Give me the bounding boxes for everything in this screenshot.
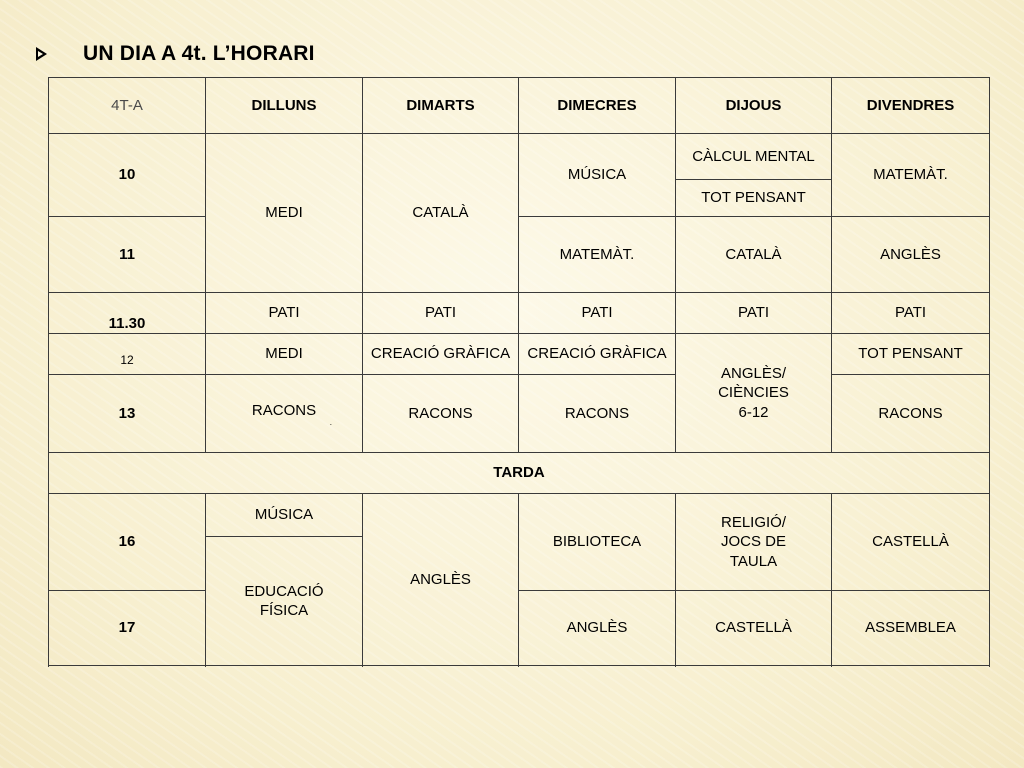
- title-row: [36, 38, 315, 70]
- time-10: 10: [49, 134, 206, 217]
- time-11: 11: [49, 217, 206, 293]
- time-16: 16: [49, 494, 206, 591]
- cell-tue-angles: ANGLÈS: [363, 494, 519, 666]
- cell-mon-educacio-fisica: [206, 537, 363, 666]
- table-row: [49, 293, 990, 334]
- cell-fri-castella: CASTELLÀ: [832, 494, 990, 591]
- cell-mon-musica: MÚSICA: [206, 494, 363, 537]
- day-header-tuesday: DIMARTS: [363, 78, 519, 134]
- cell-tue-creacio: CREACIÓ GRÀFICA: [363, 334, 519, 375]
- cell-tue-racons: RACONS: [363, 375, 519, 453]
- cell-fri-racons: RACONS: [832, 375, 990, 453]
- cell-thu-calcul: CÀLCUL MENTAL: [676, 134, 832, 180]
- table-row: [49, 591, 990, 666]
- cell-mon-medi: MEDI: [206, 134, 363, 293]
- cell-thu-religio: [676, 494, 832, 591]
- cell-pati: PATI: [832, 293, 990, 334]
- table-row: [49, 217, 990, 293]
- day-header-thursday: DIJOUS: [676, 78, 832, 134]
- day-header-friday: DIVENDRES: [832, 78, 990, 134]
- cell-fri-tot-pensant: TOT PENSANT: [832, 334, 990, 375]
- class-label: 4T-A: [49, 78, 206, 134]
- cell-wed-musica: MÚSICA: [519, 134, 676, 217]
- cell-thu-catala: CATALÀ: [676, 217, 832, 293]
- cell-fri-matemat: MATEMÀT.: [832, 134, 990, 217]
- cell-line: JOCS DE: [720, 533, 786, 551]
- cell-wed-racons: RACONS: [519, 375, 676, 453]
- time-1130: 11.30: [49, 293, 206, 334]
- cell-line: TAULA: [729, 552, 778, 570]
- table-row: [49, 134, 990, 180]
- header-row: [49, 78, 990, 134]
- page-title: UN DIA A 4t. L’HORARI: [83, 42, 315, 65]
- cell-thu-tot-pensant: TOT PENSANT: [676, 180, 832, 217]
- time-17: 17: [49, 591, 206, 666]
- cell-line: EDUCACIÓ: [244, 582, 324, 600]
- cell-pati: PATI: [519, 293, 676, 334]
- cell-thu-castella: CASTELLÀ: [676, 591, 832, 666]
- cell-wed-biblioteca: BIBLIOTECA: [519, 494, 676, 591]
- time-12: 12: [49, 334, 206, 375]
- day-header-wednesday: DIMECRES: [519, 78, 676, 134]
- arrow-bullet-icon: [36, 47, 47, 61]
- cell-line: ANGLÈS/: [720, 364, 787, 382]
- cell-line: RELIGIÓ/: [720, 513, 787, 531]
- table-row: [49, 334, 990, 375]
- tarda-row: [49, 453, 990, 494]
- cell-pati: PATI: [676, 293, 832, 334]
- cell-pati: PATI: [363, 293, 519, 334]
- cell-line: CIÈNCIES: [718, 384, 789, 402]
- cell-wed-matemat: MATEMÀT.: [519, 217, 676, 293]
- table-row: [49, 375, 990, 453]
- stray-dot: .: [329, 418, 332, 428]
- cell-thu-angles-ciencies: [676, 334, 832, 453]
- cell-mon-medi-12: MEDI: [206, 334, 363, 375]
- afternoon-separator: TARDA: [49, 453, 990, 494]
- schedule-table: [48, 77, 990, 666]
- cell-wed-creacio: CREACIÓ GRÀFICA: [519, 334, 676, 375]
- cell-tue-catala: CATALÀ: [363, 134, 519, 293]
- cell-mon-racons: [206, 375, 363, 453]
- cell-line: 6-12: [738, 403, 769, 421]
- cell-pati: PATI: [206, 293, 363, 334]
- cell-text: RACONS: [251, 401, 317, 419]
- cell-fri-angles: ANGLÈS: [832, 217, 990, 293]
- table-row: [49, 494, 990, 537]
- cell-fri-assemblea: ASSEMBLEA: [832, 591, 990, 666]
- cell-wed-angles: ANGLÈS: [519, 591, 676, 666]
- cell-line: FÍSICA: [259, 602, 309, 619]
- day-header-monday: DILLUNS: [206, 78, 363, 134]
- time-13: 13: [49, 375, 206, 453]
